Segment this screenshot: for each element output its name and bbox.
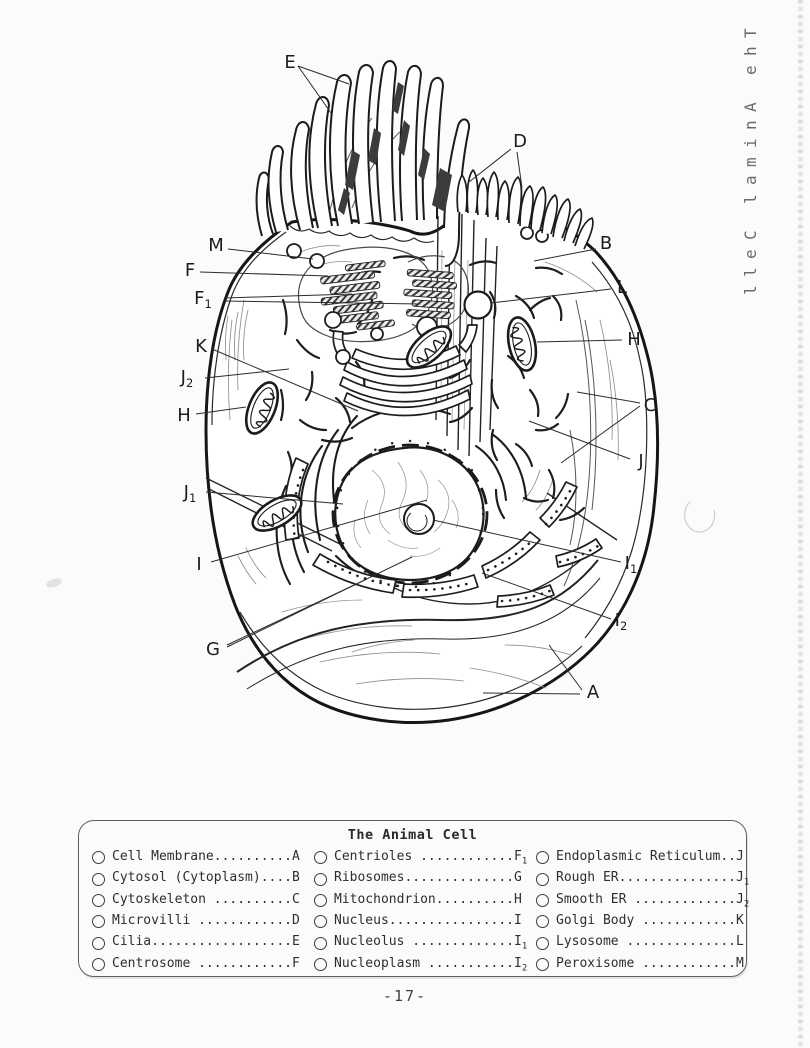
- answer-bubble: [314, 894, 327, 907]
- diagram-label-F: F: [184, 260, 196, 281]
- answer-bubble: [314, 937, 327, 950]
- answer-bubble: [314, 851, 327, 864]
- answer-bubble: [536, 851, 549, 864]
- answer-bubble: [536, 937, 549, 950]
- diagram-label-I2: $I_2$: [614, 610, 628, 633]
- side-title: T h e A n i m a l C e l l: [740, 28, 760, 296]
- diagram-label-B: B: [599, 233, 613, 254]
- legend-item: Endoplasmic Reticulum..J: [536, 847, 746, 868]
- legend-item: Nucleolus $.............I_1$: [314, 933, 536, 954]
- diagram-label-I: I: [196, 554, 202, 575]
- legend-column-1: [92, 847, 314, 975]
- diagram-label-M: M: [208, 235, 224, 256]
- diagram-label-J1: $J_1$: [183, 482, 197, 505]
- peroxisome: [310, 254, 324, 268]
- legend-column-2: [314, 847, 536, 975]
- diagram-label-J2: $J_2$: [180, 367, 194, 390]
- answer-bubble: [314, 915, 327, 928]
- diagram-label-G: G: [206, 639, 220, 660]
- legend-item: Cilia..................E: [92, 933, 314, 954]
- diagram-label-I1: $I_1$: [624, 553, 638, 576]
- nucleolus: [404, 504, 434, 534]
- answer-bubble: [536, 873, 549, 886]
- diagram-label-J: J: [638, 451, 644, 472]
- legend-item: Ribosomes..............G: [314, 868, 536, 889]
- diagram-label-E: E: [284, 52, 296, 73]
- legend-item: Centrosome ............F: [92, 954, 314, 975]
- paper-smudge: [45, 577, 63, 590]
- legend-item: Microvilli ............D: [92, 911, 314, 932]
- legend-item: Peroxisome ............M: [536, 954, 746, 975]
- legend-item: Cell Membrane..........A: [92, 847, 314, 868]
- answer-bubble: [314, 873, 327, 886]
- diagram-label-H-right: H: [627, 329, 641, 350]
- legend-column-3: [536, 847, 750, 975]
- answer-bubble: [92, 937, 105, 950]
- legend-item: Cytoskeleton ..........C: [92, 890, 314, 911]
- diagram-label-K: K: [195, 336, 207, 357]
- legend-box: [78, 820, 750, 977]
- paper-flaw-arc: [685, 502, 715, 532]
- legend-item: Rough $ER...............J_1$: [536, 868, 746, 889]
- answer-bubble: [536, 894, 549, 907]
- scan-edge-artifact: [798, 0, 803, 1048]
- legend-item: Nucleus................I: [314, 911, 536, 932]
- answer-bubble: [314, 958, 327, 971]
- answer-bubble: [92, 873, 105, 886]
- diagram-label-L: L: [616, 277, 628, 298]
- answer-bubble: [536, 915, 549, 928]
- diagram-label-F1: $F_1$: [194, 288, 212, 311]
- page-number: -17-: [382, 987, 428, 1005]
- diagram-label-C: C: [643, 395, 657, 416]
- answer-bubble: [92, 851, 105, 864]
- answer-bubble: [92, 894, 105, 907]
- diagram-label-H-left: H: [177, 405, 191, 426]
- answer-bubble: [92, 958, 105, 971]
- diagram-label-D: D: [513, 131, 527, 152]
- legend-item: Cytosol (Cytoplasm)....B: [92, 868, 314, 889]
- diagram-label-A: A: [586, 682, 600, 703]
- answer-bubble: [536, 958, 549, 971]
- legend-item: Centrioles $............F_1$: [314, 847, 536, 868]
- legend-item: Smooth ER $.............J_2$: [536, 890, 746, 911]
- legend-item: Nucleoplasm $...........I_2$: [314, 954, 536, 975]
- legend-item: Golgi Body ............K: [536, 911, 746, 932]
- legend-item: Mitochondrion..........H: [314, 890, 536, 911]
- answer-bubble: [92, 915, 105, 928]
- lysosome: [465, 292, 492, 319]
- legend-item: Lysosome ..............L: [536, 933, 746, 954]
- nucleus: [333, 445, 487, 583]
- legend-title: The Animal Cell: [347, 827, 478, 843]
